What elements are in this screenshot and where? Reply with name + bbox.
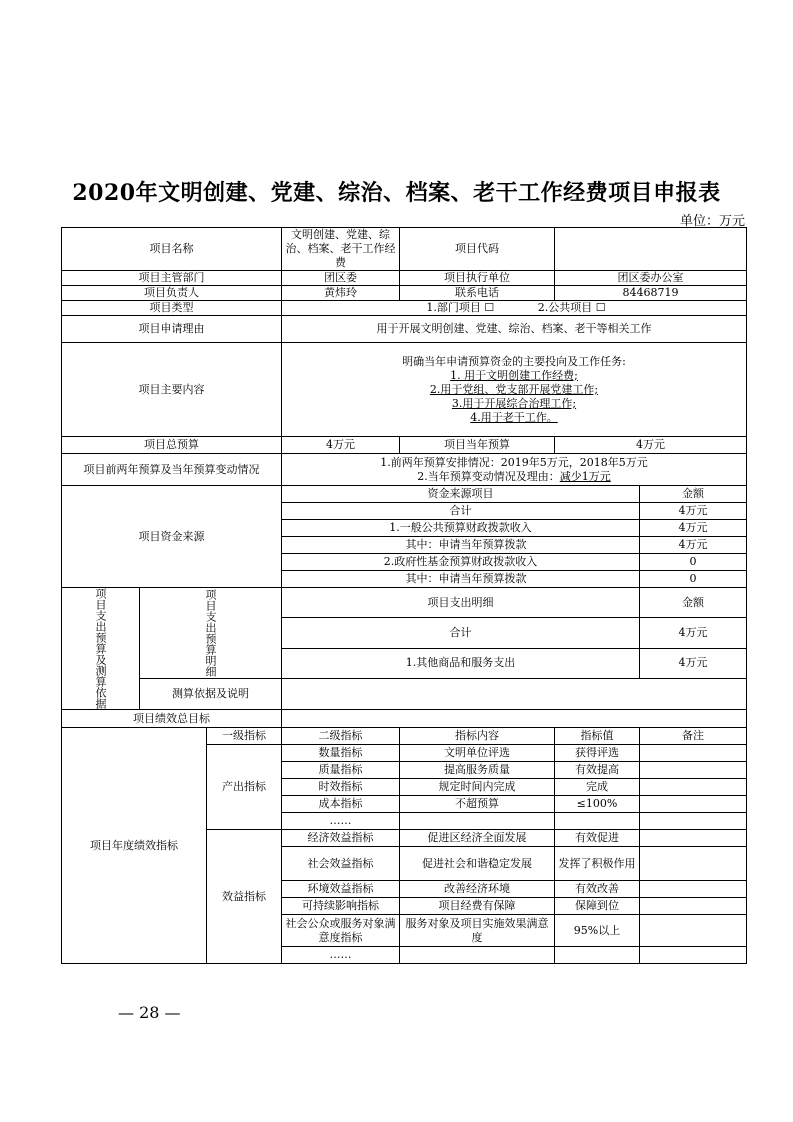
perf-content: 不超预算 [400, 796, 555, 813]
expense-amount: 4万元 [640, 648, 747, 678]
content-item-3: 3.用于开展综合治理工作; [451, 396, 577, 410]
value-phone: 84468719 [555, 286, 747, 301]
row-leader [62, 286, 747, 301]
perf-content [400, 947, 555, 964]
label-prev-budget: 项目前两年预算及当年预算变动情况 [62, 454, 282, 486]
perf-content: 文明单位评选 [400, 745, 555, 762]
value-exec-unit: 团区委办公室 [555, 271, 747, 286]
value-expense-basis [282, 679, 747, 710]
perf-header-content: 指标内容 [400, 728, 555, 745]
perf-value: 完成 [555, 779, 640, 796]
perf-header-l1: 一级指标 [207, 728, 282, 745]
label-phone: 联系电话 [400, 286, 555, 301]
label-content: 项目主要内容 [62, 343, 282, 437]
label-expense-inner-text: 项目支出预算明细 [204, 589, 217, 678]
label-goal: 项目绩效总目标 [62, 710, 282, 728]
perf-value [555, 813, 640, 830]
row-expense-basis [62, 679, 747, 710]
perf-content: 促进区经济全面发展 [400, 830, 555, 847]
funding-col-amount: 金额 [640, 486, 747, 503]
prev-line-1: 1.前两年预算安排情况：2019年5万元，2018年5万元 [380, 455, 648, 469]
prev-line-2-prefix: 2.当年预算变动情况及理由： [417, 469, 560, 483]
value-reason: 用于开展文明创建、党建、综治、档案、老干等相关工作 [282, 316, 747, 343]
label-project-code: 项目代码 [400, 228, 555, 271]
perf-content: 改善经济环境 [400, 881, 555, 898]
perf-content: 服务对象及项目实施效果满意度 [400, 915, 555, 947]
row-prev-budget [62, 454, 747, 486]
label-output: 产出指标 [207, 745, 282, 830]
perf-l2: …… [282, 813, 400, 830]
label-reason: 项目申请理由 [62, 316, 282, 343]
value-prev-budget [282, 454, 747, 486]
funding-amount: 4万元 [640, 503, 747, 520]
row-content [62, 343, 747, 437]
perf-note [640, 779, 747, 796]
prev-line-2-value: 减少1万元 [559, 469, 611, 483]
expense-col-amount: 金额 [640, 588, 747, 618]
funding-item: 其中：申请当年预算拨款 [282, 571, 640, 588]
perf-note [640, 762, 747, 779]
value-leader: 黄炜玲 [282, 286, 400, 301]
funding-col-item: 资金来源项目 [282, 486, 640, 503]
label-expense-outer [62, 588, 140, 710]
label-total: 项目总预算 [62, 437, 282, 454]
funding-amount: 0 [640, 571, 747, 588]
perf-note [640, 813, 747, 830]
perf-l2: 时效指标 [282, 779, 400, 796]
perf-content [400, 813, 555, 830]
perf-l2: 可持续影响指标 [282, 898, 400, 915]
content-intro: 明确当年申请预算资金的主要投向及工作任务: [402, 354, 626, 368]
content-item-1: 1. 用于文明创建工作经费; [450, 368, 578, 382]
perf-content: 规定时间内完成 [400, 779, 555, 796]
funding-amount: 4万元 [640, 520, 747, 537]
value-dept: 团区委 [282, 271, 400, 286]
row-reason [62, 316, 747, 343]
row-funding-header [62, 486, 747, 503]
expense-item: 合计 [282, 618, 640, 648]
content-item-2: 2.用于党组、党支部开展党建工作; [429, 382, 599, 396]
perf-value [555, 947, 640, 964]
perf-note [640, 796, 747, 813]
perf-note [640, 915, 747, 947]
application-form-table [61, 227, 747, 964]
perf-value: 获得评选 [555, 745, 640, 762]
funding-item: 1.一般公共预算财政拨款收入 [282, 520, 640, 537]
label-funding: 项目资金来源 [62, 486, 282, 588]
funding-amount: 0 [640, 554, 747, 571]
label-dept: 项目主管部门 [62, 271, 282, 286]
perf-content: 提高服务质量 [400, 762, 555, 779]
label-perf: 项目年度绩效指标 [62, 728, 207, 964]
funding-item: 其中：申请当年预算拨款 [282, 537, 640, 554]
row-expense-header [62, 588, 747, 618]
perf-header-note: 备注 [640, 728, 747, 745]
label-expense-basis: 测算依据及说明 [140, 679, 282, 710]
perf-header-l2: 二级指标 [282, 728, 400, 745]
perf-note [640, 745, 747, 762]
expense-col-item: 项目支出明细 [282, 588, 640, 618]
row-total [62, 437, 747, 454]
perf-note [640, 847, 747, 881]
perf-content: 促进社会和谐稳定发展 [400, 847, 555, 881]
perf-note [640, 947, 747, 964]
perf-l2: 社会公众或服务对象满意度指标 [282, 915, 400, 947]
perf-l2: 社会效益指标 [282, 847, 400, 881]
type-option-dept[interactable]: 1.部门项目 ☐ [426, 301, 495, 314]
perf-header-value: 指标值 [555, 728, 640, 745]
row-dept [62, 271, 747, 286]
perf-note [640, 830, 747, 847]
perf-value: ≤100% [555, 796, 640, 813]
value-year-budget: 4万元 [555, 437, 747, 454]
row-type [62, 301, 747, 316]
page-title: 2020年文明创建、党建、综治、档案、老干工作经费项目申报表 [72, 180, 721, 206]
value-project-name: 文明创建、党建、综治、档案、老干工作经费 [282, 228, 400, 271]
label-project-name: 项目名称 [62, 228, 282, 271]
value-total: 4万元 [282, 437, 400, 454]
unit-label: 单位：万元 [679, 214, 745, 229]
perf-value: 发挥了积极作用 [555, 847, 640, 881]
perf-value: 有效促进 [555, 830, 640, 847]
funding-amount: 4万元 [640, 537, 747, 554]
value-type [282, 301, 747, 316]
label-exec-unit: 项目执行单位 [400, 271, 555, 286]
funding-item: 2.政府性基金预算财政拨款收入 [282, 554, 640, 571]
value-goal [282, 710, 747, 728]
perf-l2: 质量指标 [282, 762, 400, 779]
funding-item: 合计 [282, 503, 640, 520]
row-goal [62, 710, 747, 728]
label-expense-inner [140, 588, 282, 679]
perf-l2: 经济效益指标 [282, 830, 400, 847]
expense-amount: 4万元 [640, 618, 747, 648]
perf-l2: 环境效益指标 [282, 881, 400, 898]
label-expense-outer-text: 项目支出预算及测算依据 [94, 588, 107, 709]
prev-line-2 [285, 470, 743, 484]
label-leader: 项目负责人 [62, 286, 282, 301]
perf-note [640, 881, 747, 898]
content-item-4: 4.用于老干工作。 [470, 410, 558, 424]
label-year-budget: 项目当年预算 [400, 437, 555, 454]
perf-value: 95%以上 [555, 915, 640, 947]
perf-content: 项目经费有保障 [400, 898, 555, 915]
row-project-name [62, 228, 747, 271]
label-benefit: 效益指标 [207, 830, 282, 964]
perf-header-row [62, 728, 747, 745]
value-content [282, 343, 747, 437]
perf-value: 有效改善 [555, 881, 640, 898]
label-type: 项目类型 [62, 301, 282, 316]
perf-l2: …… [282, 947, 400, 964]
value-project-code [555, 228, 747, 271]
expense-item: 1.其他商品和服务支出 [282, 648, 640, 678]
perf-l2: 数量指标 [282, 745, 400, 762]
perf-value: 保障到位 [555, 898, 640, 915]
perf-note [640, 898, 747, 915]
perf-l2: 成本指标 [282, 796, 400, 813]
page-number: — 28 — [118, 1003, 181, 1022]
perf-value: 有效提高 [555, 762, 640, 779]
type-option-public[interactable]: 2.公共项目 ☐ [537, 301, 606, 314]
